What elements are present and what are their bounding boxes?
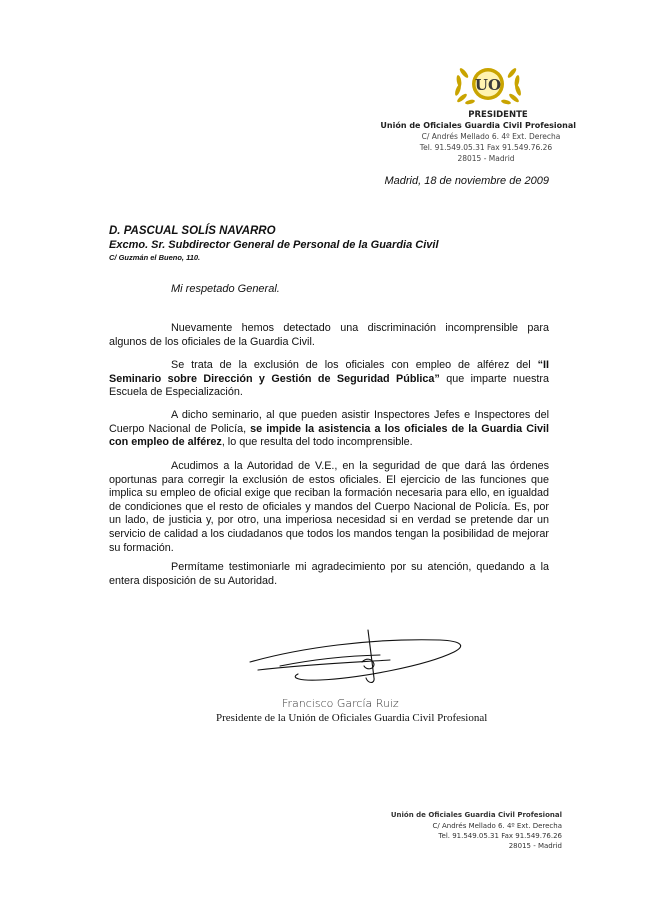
addressee-title: Excmo. Sr. Subdirector General de Personal de la Guardia Civil — [109, 239, 439, 251]
header-address: C/ Andrés Mellado 6. 4º Ext. Derecha — [421, 132, 561, 141]
paragraph-5: Permítame testimoniarle mi agradecimiento por su atención, quedando a la entera disposición de su Autoridad. — [109, 561, 549, 587]
paragraph-2-seminar-title: “II Seminario sobre Dirección y Gestión de Seguridad Pública” — [109, 359, 549, 385]
signatory-role: Presidente de la Unión de Oficiales Guardia Civil Profesional — [216, 712, 488, 724]
paragraph-3-text-a: A dicho seminario, al que pueden asistir Inspectores Jefes e Inspectores del Cuerpo Nacional de Policía, — [109, 409, 549, 435]
paragraph-2 — [109, 359, 549, 400]
paragraph-2-text-c: que imparte nuestra Escuela de Especialización. — [109, 372, 550, 399]
addressee-name: D. PASCUAL SOLÍS NAVARRO — [109, 225, 276, 237]
handwritten-signature — [240, 600, 470, 690]
header-postal-city: 28015 - Madrid — [457, 154, 515, 163]
paragraph-2-text-a: Se trata de la exclusión de los oficiales con empleo de alférez del — [171, 359, 538, 371]
footer-address: C/ Andrés Mellado 6. 4º Ext. Derecha — [432, 822, 562, 830]
footer-postal-city: 28015 - Madrid — [508, 842, 562, 850]
paragraph-1: Nuevamente hemos detectado una discriminación incomprensible para algunos de los oficiales de la Guardia Civil. — [109, 322, 549, 348]
paragraph-3-emphasis: se impide la asistencia a los oficiales de la Guardia Civil con empleo de alférez — [109, 422, 549, 449]
letter-date: Madrid, 18 de noviembre de 2009 — [384, 175, 549, 187]
addressee-street: C/ Guzmán el Bueno, 110. — [109, 253, 201, 262]
footer-phone-fax: Tel. 91.549.05.31 Fax 91.549.76.26 — [438, 832, 562, 840]
logo-letters: UO — [474, 76, 502, 94]
header-role: PRESIDENTE — [468, 110, 528, 120]
paragraph-4: Acudimos a la Autoridad de V.E., en la seguridad de que dará las órdenes oportunas para corregir la exclusión de estos oficiales. El ejercicio de las funciones que implica su empleo de oficial exige que reciban la formación necesaria para ello, en igualdad de condiciones que el resto de oficiales y mandos del Cuerpo Nacional de Policía. Es, por un lado, de justicia y, por otro, una imperiosa necesidad si en verdad se pretende dar un servicio de calidad a los ciudadanos que todos los mandos tengan la posibilidad de mejorar su formación. — [109, 460, 549, 554]
signatory-name: Francisco García Ruiz — [282, 697, 399, 710]
footer-organization: Unión de Oficiales Guardia Civil Profesional — [390, 811, 562, 819]
header-organization: Unión de Oficiales Guardia Civil Profesional — [380, 121, 576, 130]
union-logo — [448, 60, 528, 110]
salutation: Mi respetado General. — [171, 283, 280, 295]
header-phone-fax: Tel. 91.549.05.31 Fax 91.549.76.26 — [419, 143, 553, 152]
paragraph-3 — [109, 409, 549, 450]
paragraph-3-text-c: , lo que resulta del todo incomprensible. — [221, 436, 413, 449]
